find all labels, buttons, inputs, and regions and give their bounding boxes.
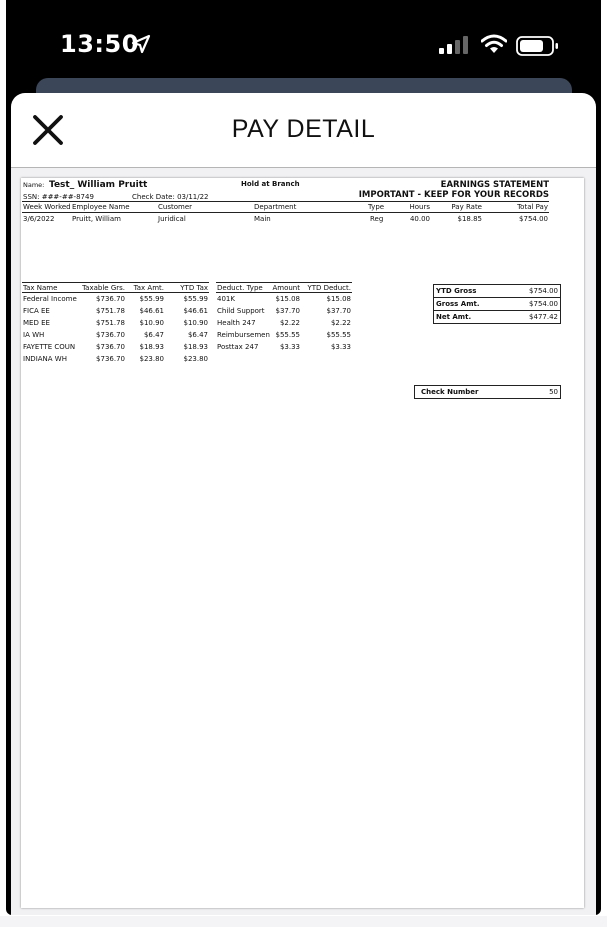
earnings-week: 3/6/2022: [23, 215, 55, 223]
earnings-col-week: Week Worked: [23, 203, 71, 211]
deduction-row-ytd: $55.55: [326, 331, 351, 339]
tax-row-name: MED EE: [23, 319, 50, 327]
earnings-payrate: $18.85: [457, 215, 482, 223]
tax-row-ytd: $46.61: [183, 307, 208, 315]
status-time: 13:50: [60, 30, 139, 58]
deduction-row-amount: $15.08: [275, 295, 300, 303]
tax-row-ytd: $6.47: [187, 331, 208, 339]
statement-subtitle: IMPORTANT - KEEP FOR YOUR RECORDS: [358, 190, 549, 200]
deduction-row-type: Posttax 247: [217, 343, 259, 351]
earnings-totalpay: $754.00: [519, 215, 548, 223]
earnings-col-customer: Customer: [158, 203, 193, 211]
tax-row-ytd: $18.93: [183, 343, 208, 351]
deduction-row-type: Health 247: [217, 319, 256, 327]
deduction-top-line: [216, 282, 352, 283]
pay-summary-box: [433, 284, 561, 324]
ytd-gross-label: YTD Gross: [436, 287, 477, 295]
deduction-row-ytd: $2.22: [330, 319, 351, 327]
tax-row-amount: $18.93: [139, 343, 164, 351]
deduction-row-amount: $2.22: [279, 319, 300, 327]
statement-title: EARNINGS STATEMENT: [440, 180, 549, 190]
battery-icon: [516, 36, 560, 56]
pay-detail-sheet: [11, 93, 596, 915]
tax-row-amount: $6.47: [143, 331, 164, 339]
tax-row-amount: $23.80: [139, 355, 164, 363]
deduction-row-ytd: $3.33: [330, 343, 351, 351]
deduction-row-type: 401K: [217, 295, 235, 303]
check-number-label: Check Number: [421, 388, 479, 396]
tax-row-amount: $55.99: [139, 295, 164, 303]
tax-col-taxable: Taxable Grs.: [82, 284, 125, 292]
deduction-col-amount: Amount: [272, 284, 300, 292]
earnings-hours: 40.00: [409, 215, 430, 223]
tax-row-taxable: $736.70: [96, 295, 125, 303]
earnings-col-hours: Hours: [409, 203, 430, 211]
tax-col-ytd: YTD Tax: [180, 284, 208, 292]
tax-row-name: Federal Income: [23, 295, 77, 303]
status-bar: [6, 0, 601, 90]
deduction-col-ytd: YTD Deduct.: [307, 284, 351, 292]
tax-col-name: Tax Name: [23, 284, 58, 292]
cellular-signal-icon: [439, 36, 471, 54]
tax-row-name: FICA EE: [23, 307, 50, 315]
deduction-row-ytd: $37.70: [326, 307, 351, 315]
ytd-gross-value: $754.00: [529, 287, 558, 295]
deduction-header-line: [216, 292, 352, 293]
tax-header-line: [22, 292, 209, 293]
tax-row-ytd: $10.90: [183, 319, 208, 327]
deduction-row-amount: $37.70: [275, 307, 300, 315]
earnings-header-divider: [22, 212, 549, 213]
header-divider: [22, 201, 549, 202]
tax-row-taxable: $751.78: [96, 307, 125, 315]
earnings-statement-document: [21, 178, 584, 908]
deduction-col-type: Deduct. Type: [217, 284, 263, 292]
check-number-box: [414, 385, 561, 399]
tax-row-amount: $46.61: [139, 307, 164, 315]
check-number-value: 50: [549, 388, 558, 396]
tax-row-name: IA WH: [23, 331, 45, 339]
deduction-row-type: Reimbursemen: [217, 331, 270, 339]
tax-row-taxable: $736.70: [96, 355, 125, 363]
tax-row-taxable: $736.70: [96, 343, 125, 351]
tax-row-amount: $10.90: [139, 319, 164, 327]
location-arrow-icon: [131, 34, 151, 54]
wifi-icon: [481, 34, 507, 54]
deduction-row-ytd: $15.08: [326, 295, 351, 303]
gross-amount-label: Gross Amt.: [436, 300, 480, 308]
tax-row-taxable: $736.70: [96, 331, 125, 339]
net-amount-value: $477.42: [529, 313, 558, 321]
page-title: PAY DETAIL: [231, 115, 376, 143]
home-indicator-area: [0, 916, 607, 927]
employee-name: Test_ William Pruitt: [49, 180, 148, 190]
gross-amount-value: $754.00: [529, 300, 558, 308]
earnings-col-type: Type: [368, 203, 385, 211]
net-amount-label: Net Amt.: [436, 313, 472, 321]
sheet-header: [11, 93, 596, 168]
earnings-employee: Pruitt, William: [72, 215, 121, 223]
earnings-col-totalpay: Total Pay: [517, 203, 548, 211]
earnings-type: Reg: [370, 215, 384, 223]
tax-row-taxable: $751.78: [96, 319, 125, 327]
tax-row-name: INDIANA WH: [23, 355, 67, 363]
check-date: Check Date: 03/11/22: [132, 193, 209, 201]
deduction-row-amount: $3.33: [279, 343, 300, 351]
ssn: SSN: ###-##-8749: [23, 193, 94, 201]
name-label: Name:: [23, 181, 45, 189]
earnings-col-employee: Employee Name: [72, 203, 130, 211]
earnings-col-department: Department: [254, 203, 297, 211]
tax-top-line: [22, 282, 209, 283]
earnings-customer: Juridical: [158, 215, 186, 223]
deduction-row-amount: $55.55: [275, 331, 300, 339]
tax-col-amount: Tax Amt.: [133, 284, 164, 292]
earnings-col-payrate: Pay Rate: [451, 203, 482, 211]
tax-row-name: FAYETTE COUN: [23, 343, 76, 351]
tax-row-ytd: $23.80: [183, 355, 208, 363]
hold-at-branch: Hold at Branch: [241, 180, 300, 188]
earnings-department: Main: [254, 215, 271, 223]
deduction-row-type: Child Support: [217, 307, 265, 315]
pay-stub-viewer[interactable]: [11, 168, 596, 915]
tax-row-ytd: $55.99: [183, 295, 208, 303]
